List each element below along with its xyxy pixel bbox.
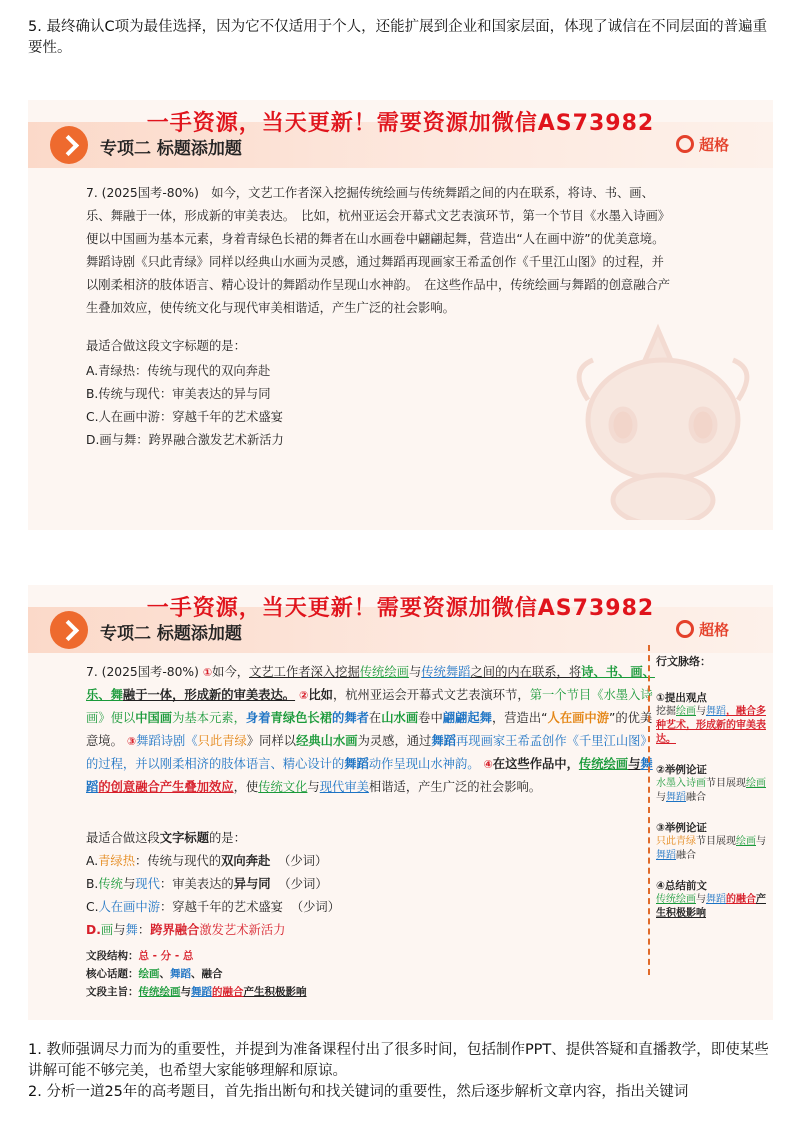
option-b [86, 874, 328, 892]
text: 挖掘 [656, 706, 676, 717]
outline-detail [656, 705, 766, 747]
main-idea-line [86, 983, 307, 1001]
outline-step: ①提出观点 [656, 692, 707, 704]
note: （少词） [290, 900, 341, 914]
text: 与 [113, 923, 126, 937]
option-c [86, 897, 340, 915]
sentence-marker: ③ [126, 735, 137, 748]
sentence-marker: ④ [483, 758, 493, 771]
keyword: 传统 [98, 877, 123, 891]
question-prompt [86, 828, 246, 846]
text: 》同样以 [246, 734, 297, 748]
brand-logo [676, 619, 729, 640]
keyword: 诗、书、画、乐、舞 [86, 665, 655, 702]
outline-detail [656, 777, 766, 805]
outline-detail [656, 835, 766, 863]
text: C. [86, 900, 99, 914]
keyword: 绘画 [736, 836, 756, 847]
option-d: D.画与舞：跨界融合激发艺术新活力 [86, 433, 284, 447]
summary-block [86, 947, 307, 1001]
outline-step: ③举例论证 [656, 822, 707, 834]
keyword: 双向奔赴 [221, 854, 271, 868]
text: 节目展现 [706, 778, 746, 789]
text: ，杭州亚运会开幕式文艺表演环节， [332, 688, 530, 702]
keyword: 舞 [125, 923, 138, 937]
option-c: C.人在画中游：穿越千年的艺术盛宴 [86, 410, 283, 424]
core-topic-line [86, 965, 307, 983]
value: 融合 [201, 968, 223, 980]
text: ：穿越千年的艺术盛宴 [160, 900, 283, 914]
text: 动作呈现山水神韵。 [368, 757, 480, 771]
text: 产生积极影响 [656, 894, 766, 919]
text: 融于一体，形成新的审美表达。 [122, 688, 296, 702]
keyword: 舞蹈 [344, 757, 369, 771]
keyword: 传统绘画 [578, 757, 629, 771]
logo-text: 超格 [698, 621, 729, 639]
keyword: 水墨入诗画 [656, 778, 706, 789]
outline-step: ④总结前文 [656, 880, 707, 892]
keyword: 经典山水画 [296, 734, 358, 748]
value: 绘画 [138, 968, 160, 980]
keyword: 舞蹈 [706, 894, 726, 905]
keyword: 的融合 [726, 894, 756, 905]
note: （少词） [278, 877, 328, 891]
text: B. [86, 877, 99, 891]
keyword: 人在画中游 [547, 711, 610, 725]
text: 融合 [676, 850, 696, 861]
value: 与 [180, 986, 191, 998]
sentence-marker: ① [202, 666, 213, 679]
keyword: 舞蹈 [86, 757, 653, 794]
question-prompt: 最适合做这段文字标题的是： [86, 339, 246, 353]
value: 舞蹈 [191, 986, 212, 998]
outline-title: 行文脉络： [656, 655, 711, 668]
text: 卷中 [418, 711, 443, 725]
text: A. [86, 854, 99, 868]
keyword: 现代 [135, 877, 160, 891]
text: 最适合做这段 [86, 831, 160, 845]
text: ”的优美意境。 [86, 711, 653, 748]
text: 融合 [686, 792, 706, 803]
keyword: 传统文化 [258, 780, 308, 794]
annotated-question [86, 661, 656, 799]
chevron-right-icon [50, 611, 88, 649]
section-title: 专项二 标题添加题 [100, 624, 242, 644]
text: ，融合多种艺术，形成新的审美表达。 [656, 706, 766, 745]
text: 如今， [212, 665, 250, 679]
keyword: 跨界融合 [150, 923, 200, 937]
option-b: B.传统与现代：审美表达的异与同 [86, 387, 271, 401]
text: 文艺工作者深入挖掘 [249, 665, 360, 679]
keyword: 舞蹈 [666, 792, 686, 803]
keyword: 第一个节目《水墨入诗画》便以 [86, 688, 653, 725]
sentence-marker: ② [299, 689, 309, 702]
slide-banner: 一手资源，当天更新！需要资源加微信AS73982 [146, 111, 655, 136]
slide-1 [28, 100, 773, 530]
note: （少词） [278, 854, 328, 868]
keyword: 中国画 [135, 711, 173, 725]
keyword: 青绿热 [98, 854, 136, 868]
keyword: 舞蹈 [706, 706, 726, 717]
text: 与 [408, 665, 422, 679]
text: 节目展现 [696, 836, 736, 847]
keyword: 传统绘画 [656, 894, 696, 905]
text: 为灵感，通过 [357, 734, 432, 748]
value: 、 [159, 968, 170, 980]
text: ：审美表达的 [159, 877, 234, 891]
logo-text: 超格 [698, 136, 729, 154]
text: 与 [307, 780, 320, 794]
text: 在这些作品中， [492, 757, 579, 771]
text: 在 [368, 711, 382, 725]
label: 文段主旨： [86, 986, 139, 998]
keyword: 只此青绿 [197, 734, 247, 748]
keyword: 人在画中游 [98, 900, 160, 914]
text: 相谐适，产生广泛的社会影响。 [368, 780, 542, 794]
top-paragraph: 5. 最终确认C项为最佳选择，因为它不仅适用于个人，还能扩展到企业和国家层面，体现了诚信在不同层面的普遍重要性。 [28, 19, 768, 56]
bottom-paragraph-1: 1. 教师强调尽力而为的重要性，并提到为准备课程付出了很多时间，包括制作PPT、提供答疑和直播教学，即使某些讲解可能不够完美，也希望大家能够理解和原谅。 [28, 1042, 769, 1079]
option-d [86, 920, 285, 938]
divider [648, 645, 650, 975]
keyword: 翩翩起舞 [442, 711, 492, 725]
value: 舞蹈 [170, 968, 191, 980]
text: 与 [656, 792, 666, 803]
keyword: 异与同 [233, 877, 271, 891]
keyword: 山水画 [381, 711, 419, 725]
text: ，营造出“ [491, 711, 548, 725]
label: 文段结构： [86, 950, 139, 962]
question-number: 7. (2025国考-80%) [86, 665, 199, 679]
outline-detail [656, 893, 766, 921]
text: 与 [628, 757, 641, 771]
keyword: 青绿色长裙 [270, 711, 333, 725]
keyword: 画 [100, 923, 114, 937]
text: 舞蹈诗剧《 [136, 734, 198, 748]
text: ，使 [233, 780, 259, 794]
keyword: 绘画 [676, 706, 696, 717]
slide-banner: 一手资源，当天更新！需要资源加微信AS73982 [146, 596, 655, 621]
keyword: 舞蹈 [656, 850, 676, 861]
outline-sidebar [656, 655, 766, 921]
section-title: 专项二 标题添加题 [100, 139, 242, 159]
text: 再现画家王希孟创作《千里江山图》的过程，并以刚柔相济的肢体语言、精心设计的 [86, 734, 653, 771]
text: 为基本元素， [172, 711, 246, 725]
text: 身着 [245, 711, 271, 725]
chevron-right-icon [50, 126, 88, 164]
text: 与 [696, 706, 706, 717]
option-a: A.青绿热：传统与现代的双向奔赴 [86, 364, 271, 378]
question-text: 7. (2025国考-80%) 如今，文艺工作者深入挖掘传统绘画与传统舞蹈之间的内在联系，将诗、书、画、乐、舞融于一体，形成新的审美表达。 比如，杭州亚运会开幕式文艺表演环节，第一个节目《水墨入诗画》便以中国画为基本元素，身着青绿色长裙的舞者在山水画卷中翩翩起舞，营造出“人在画中游”的优美意境。 舞蹈诗剧《只此青绿》同样以经典山水画为灵感，通过舞蹈再现画家王希孟创作《千里江山图》的过程，并以刚柔相济的肢体语言、精心设计的舞蹈动作呈现山水神韵。 在这些作品中，传统绘画与舞蹈的创意融合产生叠加效应，使传统文化与现代审美相谐适，产生广泛的社会影响。 [86, 186, 671, 315]
bottom-paragraph-2: 2. 分析一道25年的高考题目，首先指出断句和找关键词的重要性，然后逐步解析文章内容，指出关键词 [28, 1084, 689, 1100]
text: ：传统与现代的 [135, 854, 222, 868]
keyword: 的创意融合产生叠加效应 [98, 780, 234, 794]
keyword: 绘画 [746, 778, 766, 789]
text: 与 [756, 836, 766, 847]
text: D. [86, 923, 101, 937]
structure-line [86, 947, 307, 965]
value: 传统绘画 [138, 986, 181, 998]
text: 之间的内在联系，将 [470, 665, 582, 679]
keyword: 现代审美 [319, 780, 369, 794]
outline-step: ②举例论证 [656, 764, 707, 776]
keyword: 传统舞蹈 [421, 665, 471, 679]
option-a [86, 851, 327, 869]
text: ： [137, 923, 151, 937]
mascot-watermark-icon [563, 310, 763, 520]
value: 、 [191, 968, 202, 980]
keyword: 的舞者 [332, 711, 369, 725]
value: 产生积极影响 [243, 986, 307, 998]
logo-icon [676, 135, 694, 153]
label: 核心话题： [86, 968, 139, 980]
text: 与 [122, 877, 136, 891]
keyword: 只此青绿 [656, 836, 696, 847]
logo-icon [676, 620, 694, 638]
keyword: 舞蹈 [431, 734, 456, 748]
brand-logo [676, 134, 729, 155]
keyword: 传统绘画 [359, 665, 409, 679]
slide-2 [28, 585, 773, 1020]
value: 的融合 [212, 986, 244, 998]
text: 的是： [209, 831, 246, 845]
text: 比如 [308, 688, 333, 702]
value: 总 - 分 - 总 [138, 950, 194, 962]
text: 激发艺术新活力 [199, 923, 286, 937]
keyword: 文字标题 [159, 831, 209, 845]
text: 与 [696, 894, 706, 905]
